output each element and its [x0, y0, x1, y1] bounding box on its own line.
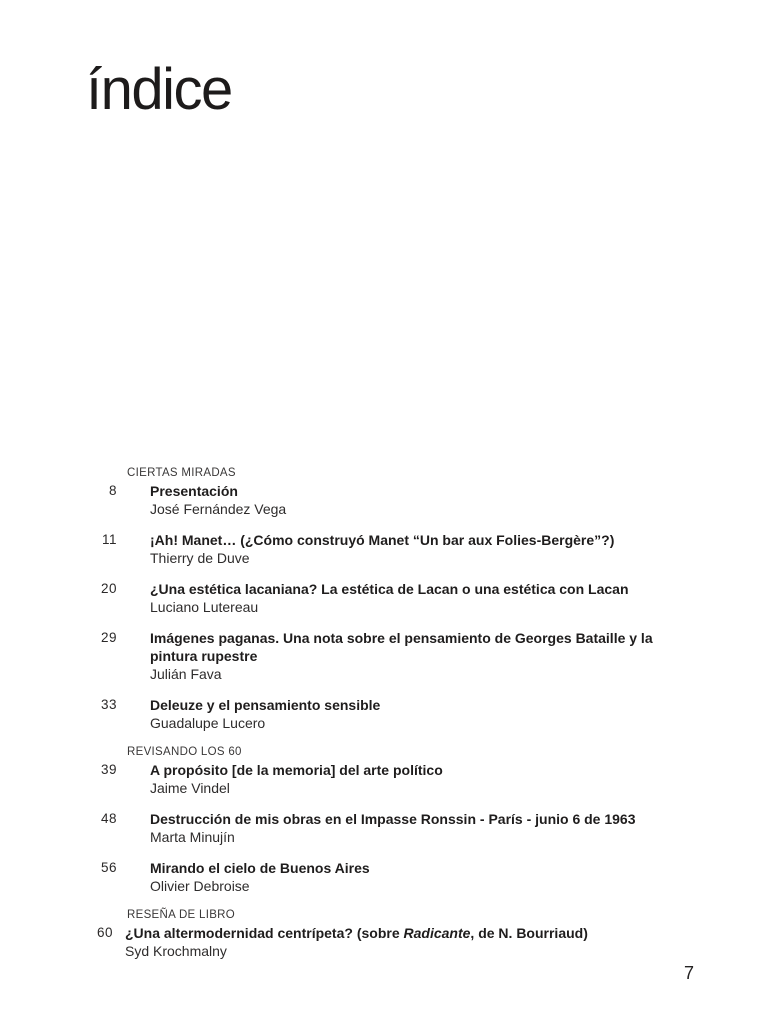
page-title: índice	[86, 57, 232, 122]
entry-body	[150, 482, 286, 518]
toc-entry	[0, 810, 768, 846]
toc-entry	[0, 482, 768, 518]
toc-section-ciertas-miradas	[0, 466, 768, 732]
toc-entry	[0, 531, 768, 567]
entry-title: ¡Ah! Manet… (¿Cómo construyó Manet “Un bar aux Folies-Bergère”?)	[150, 532, 615, 548]
entry-body	[150, 629, 666, 683]
toc-entry	[0, 859, 768, 895]
entry-page-number: 8	[108, 483, 117, 498]
entry-author: Guadalupe Lucero	[150, 715, 266, 731]
section-label: REVISANDO LOS 60	[127, 746, 242, 758]
entry-author: Syd Krochmalny	[125, 943, 227, 959]
entry-title-italic: Radicante	[403, 925, 471, 941]
section-label: CIERTAS MIRADAS	[127, 467, 236, 479]
entry-body	[125, 924, 588, 960]
entry-title-suffix: , de N. Bourriaud)	[470, 925, 588, 941]
toc-entry	[0, 580, 768, 616]
section-label: RESEÑA DE LIBRO	[127, 909, 236, 921]
entry-author: Marta Minujín	[150, 829, 235, 845]
entry-body	[150, 859, 370, 895]
entry-title: Mirando el cielo de Buenos Aires	[150, 860, 370, 876]
entry-body	[150, 580, 629, 616]
entry-author: Thierry de Duve	[150, 550, 250, 566]
toc-section-revisando-los-60	[0, 745, 768, 895]
entry-title-prefix: ¿Una altermodernidad centrípeta? (sobre	[125, 925, 404, 941]
entry-title: A propósito [de la memoria] del arte político	[150, 762, 443, 778]
toc-entry	[0, 761, 768, 797]
toc-entry	[0, 629, 768, 683]
entry-title	[125, 924, 588, 942]
entry-page-number: 56	[100, 860, 117, 875]
entry-author: Olivier Debroise	[150, 878, 250, 894]
table-of-contents	[0, 466, 768, 960]
toc-entry	[0, 696, 768, 732]
entry-author: José Fernández Vega	[150, 501, 287, 517]
entry-title: ¿Una estética lacaniana? La estética de Lacan o una estética con Lacan	[150, 581, 629, 597]
entry-page-number: 11	[101, 532, 117, 547]
entry-page-number: 60	[96, 925, 113, 940]
entry-title: Imágenes paganas. Una nota sobre el pensamiento de Georges Bataille y la pintura rupestre	[150, 630, 653, 664]
entry-body	[150, 810, 636, 846]
entry-title: Destrucción de mis obras en el Impasse Ronssin - París - junio 6 de 1963	[150, 811, 636, 827]
toc-section-resena-de-libro	[0, 908, 768, 960]
entry-author: Jaime Vindel	[150, 780, 230, 796]
entry-page-number: 39	[100, 762, 117, 777]
folio-page-number: 7	[683, 963, 694, 983]
entry-page-number: 33	[100, 697, 117, 712]
entry-title: Presentación	[150, 483, 238, 499]
entry-page-number: 20	[100, 581, 117, 596]
entry-body	[150, 761, 443, 797]
entry-body	[150, 696, 380, 732]
entry-page-number: 48	[100, 811, 117, 826]
entry-body	[150, 531, 614, 567]
entry-author: Julián Fava	[150, 666, 222, 682]
entry-title: Deleuze y el pensamiento sensible	[150, 697, 381, 713]
entry-author: Luciano Lutereau	[150, 599, 259, 615]
entry-page-number: 29	[100, 630, 117, 645]
toc-entry	[0, 924, 768, 960]
